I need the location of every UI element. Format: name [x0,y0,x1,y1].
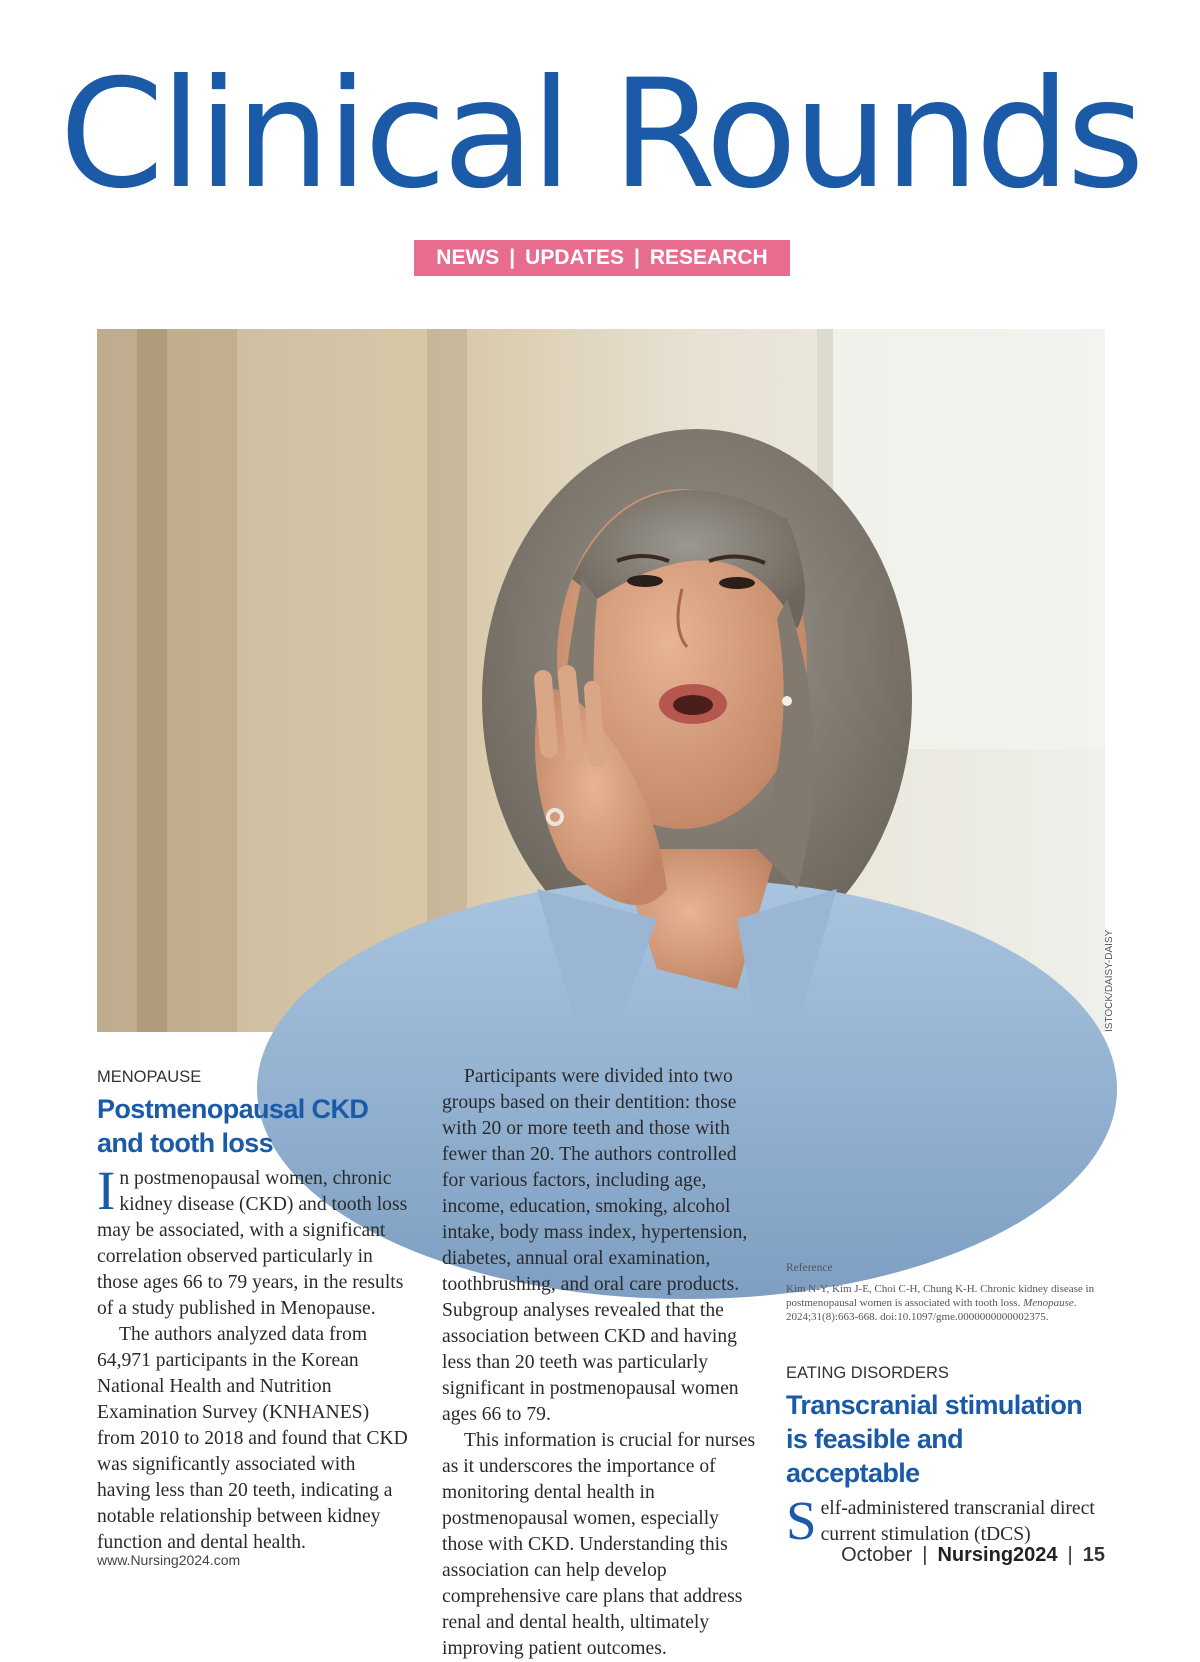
article-headline: Transcranial stimulation is feasible and acceptable [786,1390,1083,1488]
column-3 [786,1066,1101,1551]
drop-cap: S [786,1490,817,1551]
article-paragraph: This information is crucial for nurses as it underscores the importance of monitoring dental health in postmenopausal women, especially those with CKD. Understanding this association can help develop comprehensive care plans that address renal and dental health, ultimately improving patient outcomes. [442,1430,756,1659]
paragraph-text: elf-administered transcranial direct current stimulation (tDCS) [820,1498,1095,1545]
hero-photo-woman-toothache [97,329,1105,1032]
article-kicker: MENOPAUSE [97,1068,202,1086]
reference-journal: Menopause [1023,1297,1074,1309]
article-headline: Postmenopausal CKD and tooth loss [97,1094,369,1158]
reference-authors: Kim N-Y, Kim J-E, Choi C-H, Chung K-H. Chronic kidney disease in postmenopausal women is associated with tooth loss. [786,1283,1095,1309]
footer-month: October [841,1544,913,1566]
footer-magazine: Nursing2024 [937,1544,1058,1566]
page-number: 15 [1082,1544,1105,1566]
column-2 [442,1064,757,1662]
article-paragraph: The authors analyzed data from 64,971 participants in the Korean National Health and Nutrition Examination Survey (KNHANES) from 2010 to 2018 and found that CKD was significantly associated with having less than 20 teeth, indicating a notable relationship between kidney function and dental health. [97,1324,408,1553]
paragraph-text: n postmenopausal women, chronic kidney disease (CKD) and tooth loss may be associated, with a significant correlation observed particularly in those ages 66 to 79 years, in the results of a study published in Menopause. [97,1168,408,1319]
section-tag-bar [414,240,790,276]
paragraph-continuation-spacer [786,1066,1101,1248]
tag-news: NEWS [436,246,500,269]
tag-separator: | [509,246,516,269]
reference-label: Reference [786,1262,833,1274]
reference-details: . 2024;31(8):663-668. doi:10.1097/gme.0000000000002375. [786,1297,1077,1323]
footer-url: www.Nursing2024.com [97,1552,241,1568]
article-lead-paragraph [97,1160,412,1322]
tag-separator: | [633,246,640,269]
drop-cap: I [97,1160,116,1221]
photo-credit: ISTOCK/DAISY-DAISY [1104,929,1115,1032]
article-paragraph: Participants were divided into two groups based on their dentition: those with 20 or more teeth and those with fewer than 20. The authors controlled for various factors, including age, income, education, smoking, alcohol intake, body mass index, hypertension, diabetes, annual oral examination, toothbrushing, and oral care products. Subgroup analyses revealed that the association between CKD and having less than 20 teeth was particularly significant in postmenopausal women ages 66 to 79. [442,1066,748,1425]
footer-folio: October | Nursing2024 | 15 [841,1544,1105,1566]
column-1 [97,1066,412,1556]
article-lead-paragraph [786,1490,1101,1551]
article-kicker: EATING DISORDERS [786,1364,949,1382]
tag-updates: UPDATES [525,246,624,269]
tag-research: RESEARCH [649,246,768,269]
masthead-title: Clinical Rounds [59,48,1141,222]
reference-citation [786,1282,1101,1324]
